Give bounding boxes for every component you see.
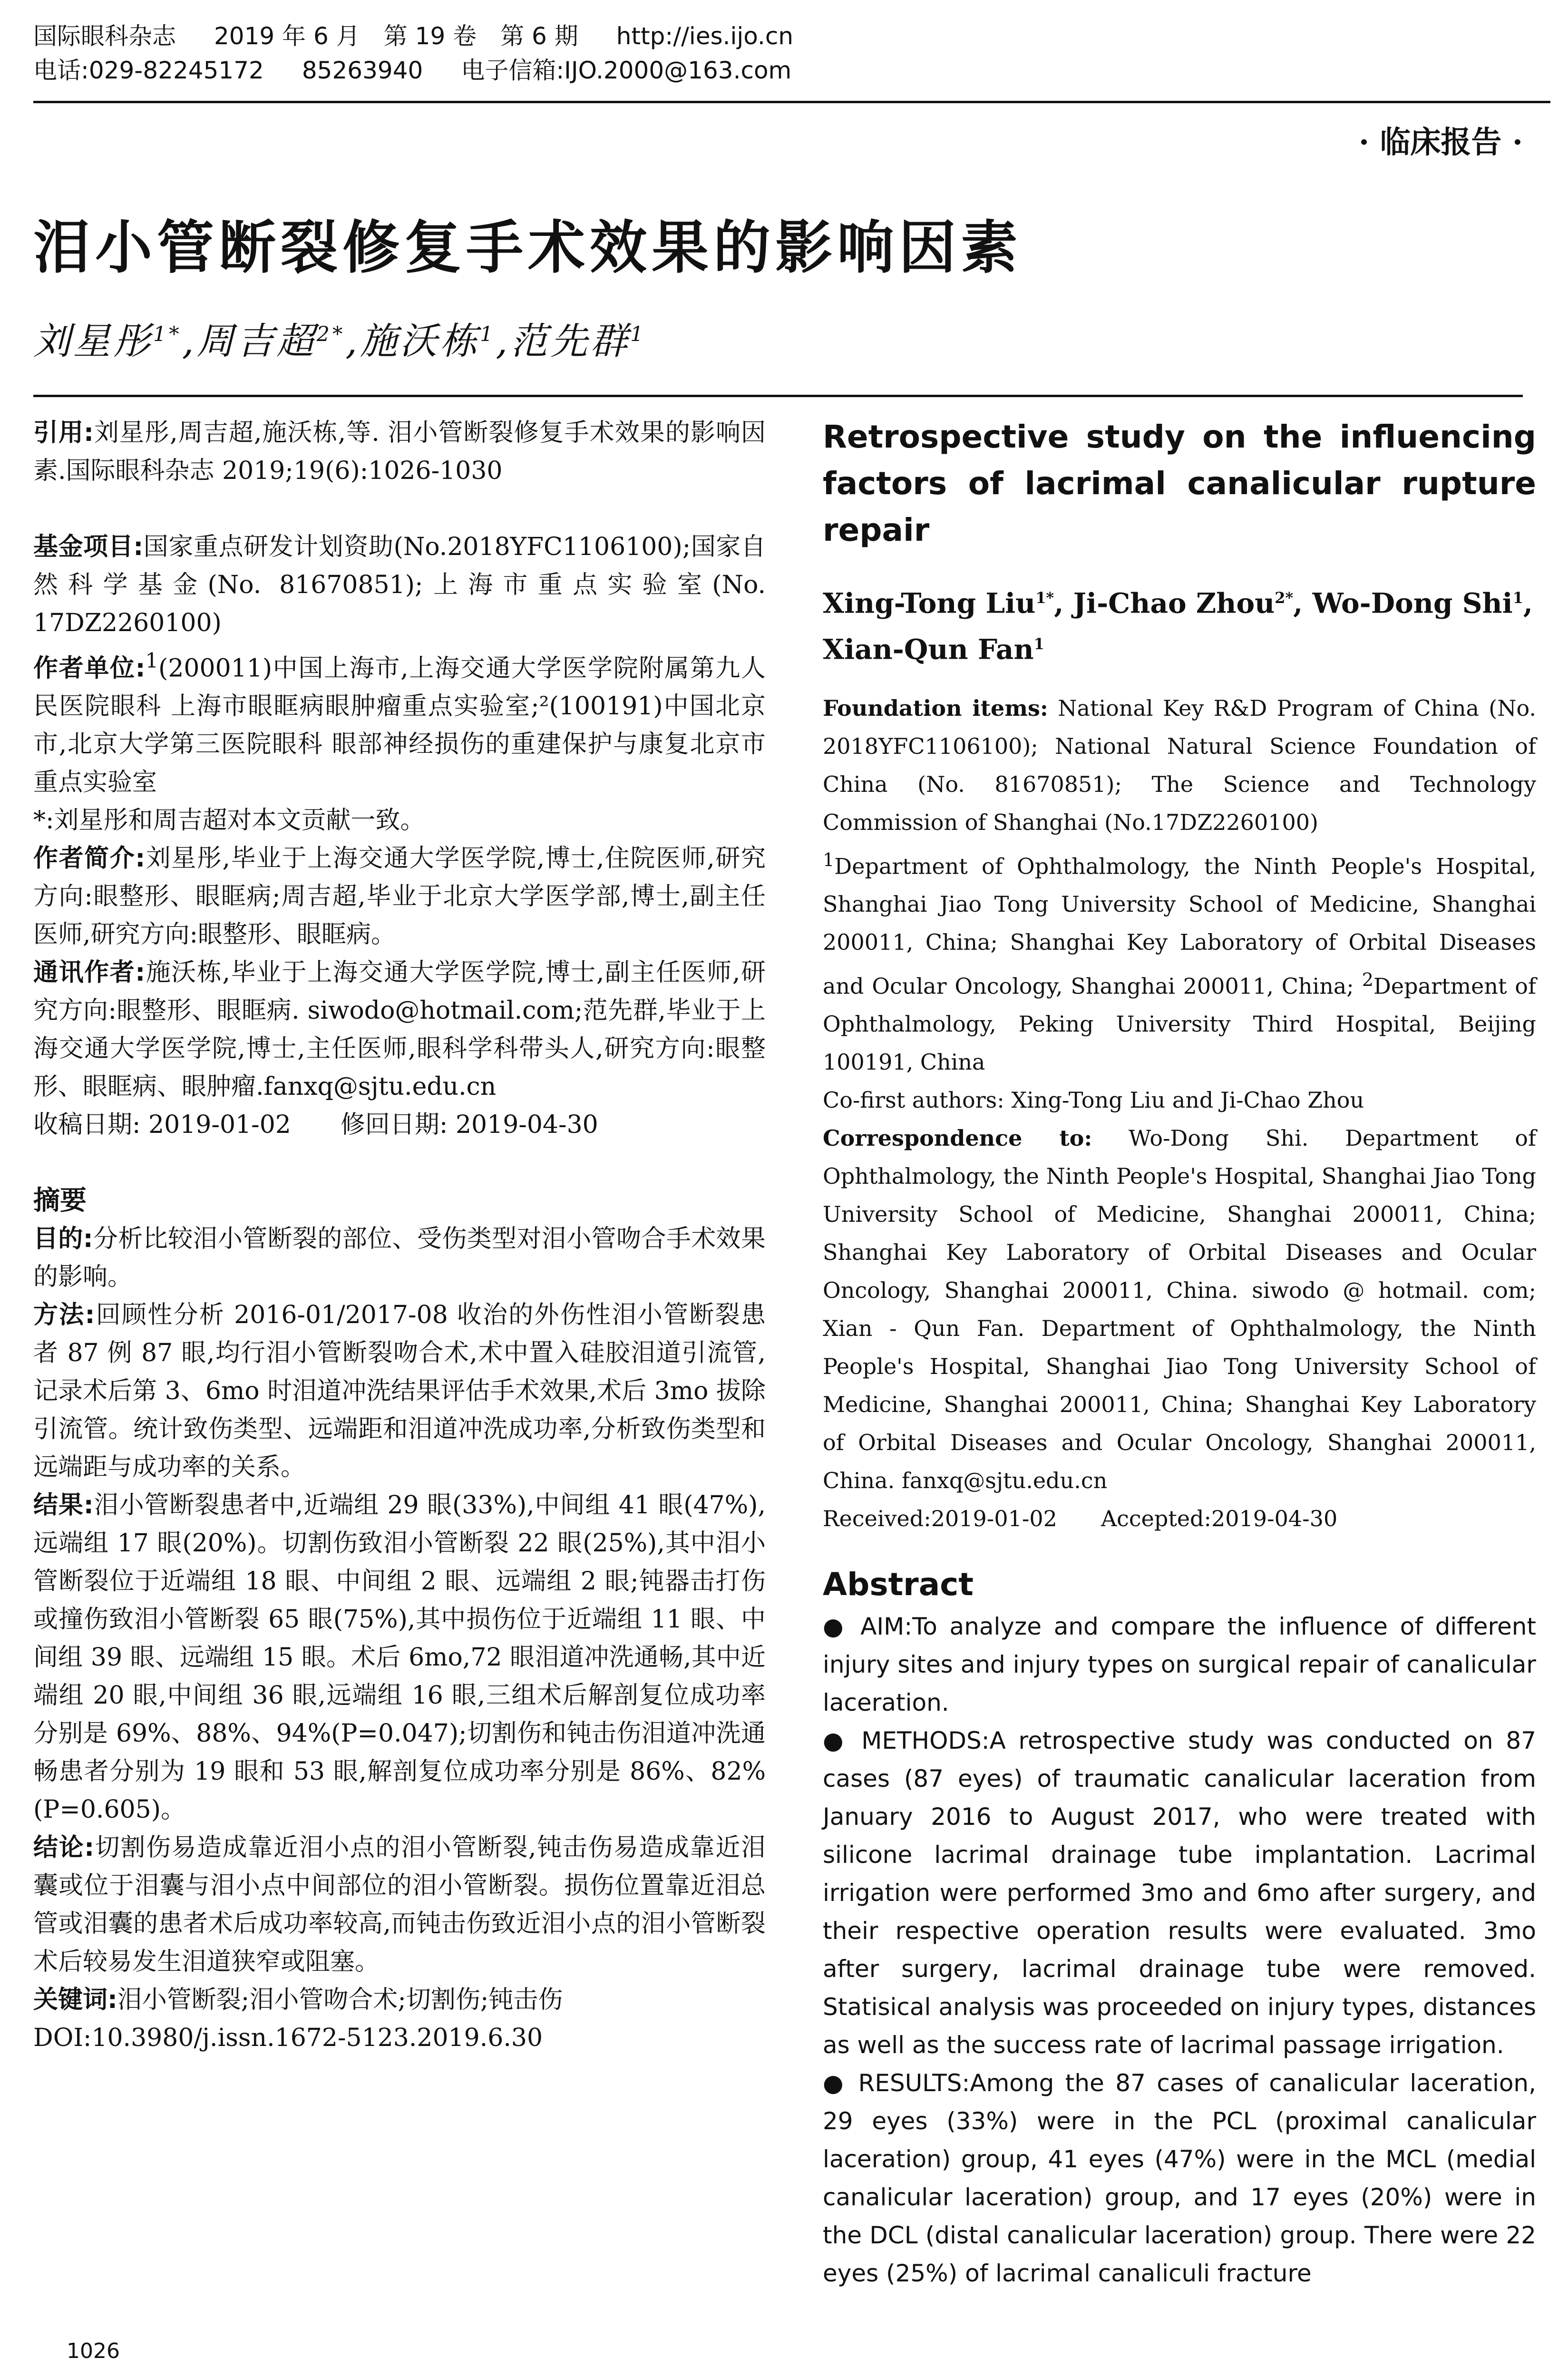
abstract-heading-cn: 摘要 <box>33 1185 87 1217</box>
header-line-1 <box>33 19 1550 53</box>
author-sup: 1* <box>153 322 182 346</box>
author-bio: 作者简介:刘星彤,毕业于上海交通大学医学院,博士,住院医师,研究方向:眼整形、眼眶病;周吉超,毕业于北京大学医学部,博士,副主任医师,研究方向:眼整形、眼眶病。 <box>33 844 766 949</box>
author-sup: 1 <box>1033 635 1044 653</box>
author-sup: 2* <box>1275 589 1294 607</box>
spacer <box>33 490 766 528</box>
correspondence-en: Correspondence to: Wo-Dong Shi. Department of Ophthalmology, the Ninth People's Hospital, Shanghai Jiao Tong University School of Medicine, Shanghai 200011, China; Shanghai Key Laboratory of Orbital Diseases and Ocular Oncology, Shanghai 200011, China. siwodo @ hotmail. com; Xian - Qun Fan. Department of Ophthalmology, the Ninth People's Hospital, Shanghai Jiao Tong University School of Medicine, Shanghai 200011, China; Shanghai Key Laboratory of Orbital Diseases and Ocular Oncology, Shanghai 200011, China. fanxq@sjtu.edu.cn <box>823 1125 1536 1494</box>
authors-en: Xing-Tong Liu$^{1*}$, Ji-Chao Zhou$^{2*}$, Wo-Dong Shi$^1$, Xian-Qun Fan$^1$ <box>823 587 1533 666</box>
author-name: 施沃栋 <box>360 320 480 363</box>
abstract-results: 结果:泪小管断裂患者中,近端组 29 眼(33%),中间组 41 眼(47%),远端组 17 眼(20%)。切割伤致泪小管断裂 22 眼(25%),其中泪小管断裂位于近端组 18 眼、中间组 2 眼、远端组 2 眼;钝器击打伤或撞伤致泪小管断裂 65 眼(75%),其中损伤位于近端组 11 眼、中间组 39 眼、远端组 15 眼。术后 6mo,72 眼泪道冲洗通畅,其中近端组 20 眼,中间组 36 眼,远端组 16 眼,三组术后解剖复位成功率分别是 69%、88%、94%(P=0.047);切割伤和钝击伤泪道冲洗通畅患者分别为 19 眼和 53 眼,解剖复位成功率分别是 86%、82%(P=0.605)。 <box>33 1491 766 1824</box>
section-tag: · 临床报告 · <box>1358 125 1523 160</box>
journal-header <box>33 19 1550 100</box>
fund: 基金项目:国家重点研发计划资助(No.2018YFC1106100);国家自然科学基金(No. 81670851);上海市重点实验室(No. 17DZ2260100) <box>33 533 766 637</box>
journal-email[interactable]: 电子信箱:IJO.2000@163.com <box>461 57 792 84</box>
author-name: Xing-Tong Liu <box>823 587 1036 620</box>
dates: 收稿日期: 2019-01-02 修回日期: 2019-04-30 <box>33 1111 598 1140</box>
author-name: Xian-Qun Fan <box>823 633 1034 666</box>
citation: 引用:刘星彤,周吉超,施沃栋,等. 泪小管断裂修复手术效果的影响因素.国际眼科杂志 2019;19(6):1026-1030 <box>33 419 766 485</box>
left-column <box>33 414 766 2057</box>
right-column <box>823 414 1536 2292</box>
abstract-conclusion: 结论:切割伤易造成靠近泪小点的泪小管断裂,钝击伤易造成靠近泪囊或位于泪囊与泪小点中间部位的泪小管断裂。损伤位置靠近泪总管或泪囊的患者术后成功率较高,而钝击伤致近泪小点的泪小管断裂术后较易发生泪道狭窄或阻塞。 <box>33 1833 766 1977</box>
abstract-en <box>823 1607 1536 2292</box>
header-line-2 <box>33 53 1550 88</box>
abstract-heading-en: Abstract <box>823 1566 974 1603</box>
author-sup: 1* <box>1035 589 1054 607</box>
abstract-methods: 方法:回顾性分析 2016-01/2017-08 收治的外伤性泪小管断裂患者 87 例 87 眼,均行泪小管断裂吻合术,术中置入硅胶泪道引流管,记录术后第 3、6mo 时泪道冲洗结果评估手术效果,术后 3mo 拔除引流管。统计致伤类型、远端距和泪道冲洗成功率,分析致伤类型和远端距与成功率的关系。 <box>33 1301 766 1482</box>
affiliation-en: $^1$Department of Ophthalmology, the Ninth People's Hospital, Shanghai Jiao Tong University School of Medicine, Shanghai 200011, China; Shanghai Key Laboratory of Orbital Diseases and Ocular Oncology, Shanghai 200011, China; $^2$Department of Ophthalmology, Peking University Third Hospital, Beijing 100191, China <box>823 849 1536 1075</box>
phone-2: 85263940 <box>302 57 423 84</box>
foundation-items: Foundation items: National Key R&D Program of China (No. 2018YFC1106100); National Natural Science Foundation of China (No. 81670851); The Science and Technology Commission of Shanghai (No.17DZ2260100) <box>823 695 1536 835</box>
author-sup: 2* <box>316 322 346 346</box>
author-sup: 1 <box>1512 589 1523 607</box>
title-en: Retrospective study on the influencing factors of lacrimal canalicular rupture repair <box>823 419 1536 548</box>
abstract-results-en: ● RESULTS:Among the 87 cases of canalicular laceration, 29 eyes (33%) were in the PCL (proximal canalicular laceration) group, 41 eyes (47%) were in the MCL (medial canalicular laceration) group, and 17 eyes (20%) were in the DCL (distal canalicular laceration) group. There were 22 eyes (25%) of lacrimal canaliculi fracture <box>823 2069 1536 2288</box>
title-rule <box>33 395 1523 397</box>
abstract-methods-en: ● METHODS:A retrospective study was conducted on 87 cases (87 eyes) of traumatic canalicular laceration from January 2016 to August 2017, who were treated with silicone lacrimal drainage tube implantation. Lacrimal irrigation were performed 3mo and 6mo after surgery, and their respective operation results were evaluated. 3mo after surgery, lacrimal drainage tube were removed. Statisical analysis was proceeded on injury types, distances as well as the success rate of lacrimal passage irrigation. <box>823 1727 1536 2059</box>
author-sup: 1 <box>630 322 646 346</box>
author-name: Wo-Dong Shi <box>1312 587 1513 620</box>
author-name: Ji-Chao Zhou <box>1073 587 1275 620</box>
journal-name: 国际眼科杂志 <box>33 22 176 50</box>
header-rule <box>33 101 1550 103</box>
front-matter-en <box>823 689 1536 1538</box>
abstract-aim: 目的:分析比较泪小管断裂的部位、受伤类型对泪小管吻合手术效果的影响。 <box>33 1225 766 1292</box>
keywords: 关键词:泪小管断裂;泪小管吻合术;切割伤;钝击伤 <box>33 1986 563 2015</box>
correspondence: 通讯作者:施沃栋,毕业于上海交通大学医学院,博士,副主任医师,研究方向:眼整形、眼眶病. siwodo@hotmail.com;范先群,毕业于上海交通大学医学院,博士,主任医师,眼科学科带头人,研究方向:眼整形、眼眶病、眼肿瘤.fanxq@sjtu.edu.cn <box>33 958 766 1101</box>
author-sup: 1 <box>480 322 496 346</box>
author-name: 刘星彤 <box>33 320 154 363</box>
doi[interactable]: DOI:10.3980/j.issn.1672-5123.2019.6.30 <box>33 2024 543 2053</box>
spacer <box>33 1144 766 1182</box>
page-number: 1026 <box>67 2339 120 2363</box>
co-first-en: Co-first authors: Xing-Tong Liu and Ji-Chao Zhou <box>823 1087 1364 1113</box>
abstract-aim-en: ● AIM:To analyze and compare the influence of different injury sites and injury types on surgical repair of canalicular laceration. <box>823 1613 1536 1717</box>
article-title: 泪小管断裂修复手术效果的影响因素 <box>33 214 1023 281</box>
phone: 电话:029-82245172 <box>33 57 264 84</box>
authors-cn: 刘星彤$^{1*}$,周吉超$^{2*}$,施沃栋$^1$,范先群$^1$ <box>33 320 646 363</box>
affiliation: 作者单位:$^1$(200011)中国上海市,上海交通大学医学院附属第九人民医院眼科 上海市眼眶病眼肿瘤重点实验室;²(100191)中国北京市,北京大学第三医院眼科 眼部神经损伤的重建保护与康复北京市重点实验室 <box>33 649 766 797</box>
issue-info: 2019 年 6 月 第 19 卷 第 6 期 <box>214 22 578 50</box>
co-first-note: *:刘星彤和周吉超对本文贡献一致。 <box>33 806 425 835</box>
dates-en: Received:2019-01-02 Accepted:2019-04-30 <box>823 1506 1338 1532</box>
author-name: 周吉超 <box>196 320 317 363</box>
journal-url[interactable]: http://ies.ijo.cn <box>616 22 794 50</box>
author-name: 范先群 <box>510 320 631 363</box>
